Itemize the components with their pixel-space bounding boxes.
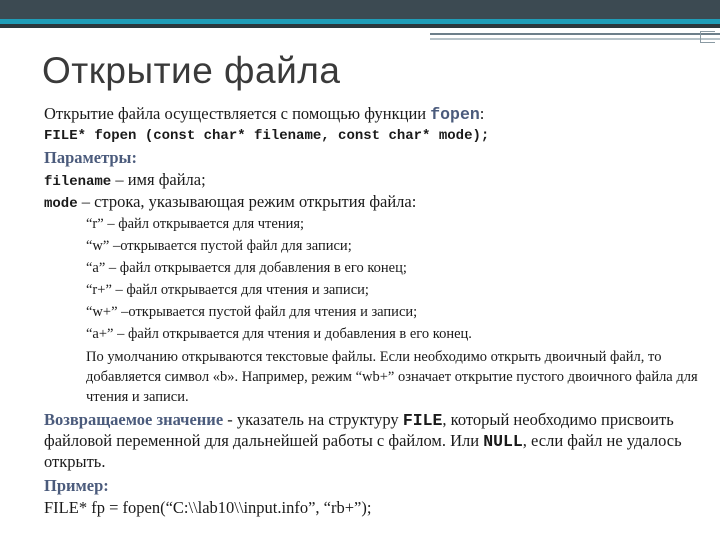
params-heading: Параметры: <box>44 148 137 167</box>
return-value-line <box>44 410 704 472</box>
signature-line: FILE* fopen (const char* filename, const char* mode); <box>44 128 490 144</box>
return-text: - указатель на структуру <box>223 410 403 429</box>
slide-title: Открытие файла <box>42 50 341 91</box>
mode-item: “r+” – файл открывается для чтения и записи; <box>86 282 369 298</box>
param-filename <box>44 170 704 192</box>
return-heading: Возвращаемое значение <box>44 410 224 429</box>
default-note: По умолчанию открываются текстовые файлы. Если необходимо открыть двоичный файл, то добавляется символ «b». Например, режим “wb+” означает открытие пустого двоичного файла для чтения и записи. <box>86 349 698 405</box>
intro-line <box>44 104 704 126</box>
param-mode <box>44 192 704 214</box>
return-text: , если файл не удалось открыть. <box>44 431 682 471</box>
mode-item: “a” – файл открывается для добавления в его конец; <box>86 260 407 276</box>
header-bar <box>0 0 720 19</box>
param-filename-name: filename <box>44 174 112 190</box>
header-dark-stripe <box>0 24 720 28</box>
example-heading: Пример: <box>44 476 109 495</box>
mode-item: “w+” –открывается пустой файл для чтения и записи; <box>86 304 418 320</box>
decorative-corner <box>700 31 715 43</box>
mode-item: “r” – файл открывается для чтения; <box>86 216 305 232</box>
decorative-line <box>430 33 720 35</box>
intro-text: Открытие файла осуществляется с помощью функции <box>44 104 431 123</box>
slide-body <box>44 104 704 518</box>
mode-item: “w” –открывается пустой файл для записи; <box>86 238 352 254</box>
intro-function: fopen <box>430 105 480 124</box>
param-mode-name: mode <box>44 196 78 212</box>
decorative-line <box>430 38 720 40</box>
return-text: , который необходимо присвоить файловой переменной для дальнейшей работы с файлом. Или <box>44 410 674 450</box>
return-file-type: FILE <box>402 411 443 430</box>
mode-item: “a+” – файл открывается для чтения и добавления в его конец. <box>86 326 472 342</box>
param-filename-desc: – имя файла; <box>111 170 206 189</box>
param-mode-desc: – строка, указывающая режим открытия файла: <box>77 192 417 211</box>
return-null: NULL <box>483 432 523 451</box>
example-code: FILE* fp = fopen(“C:\\lab10\\input.info”, “rb+”); <box>44 498 372 517</box>
intro-end: : <box>479 104 485 123</box>
